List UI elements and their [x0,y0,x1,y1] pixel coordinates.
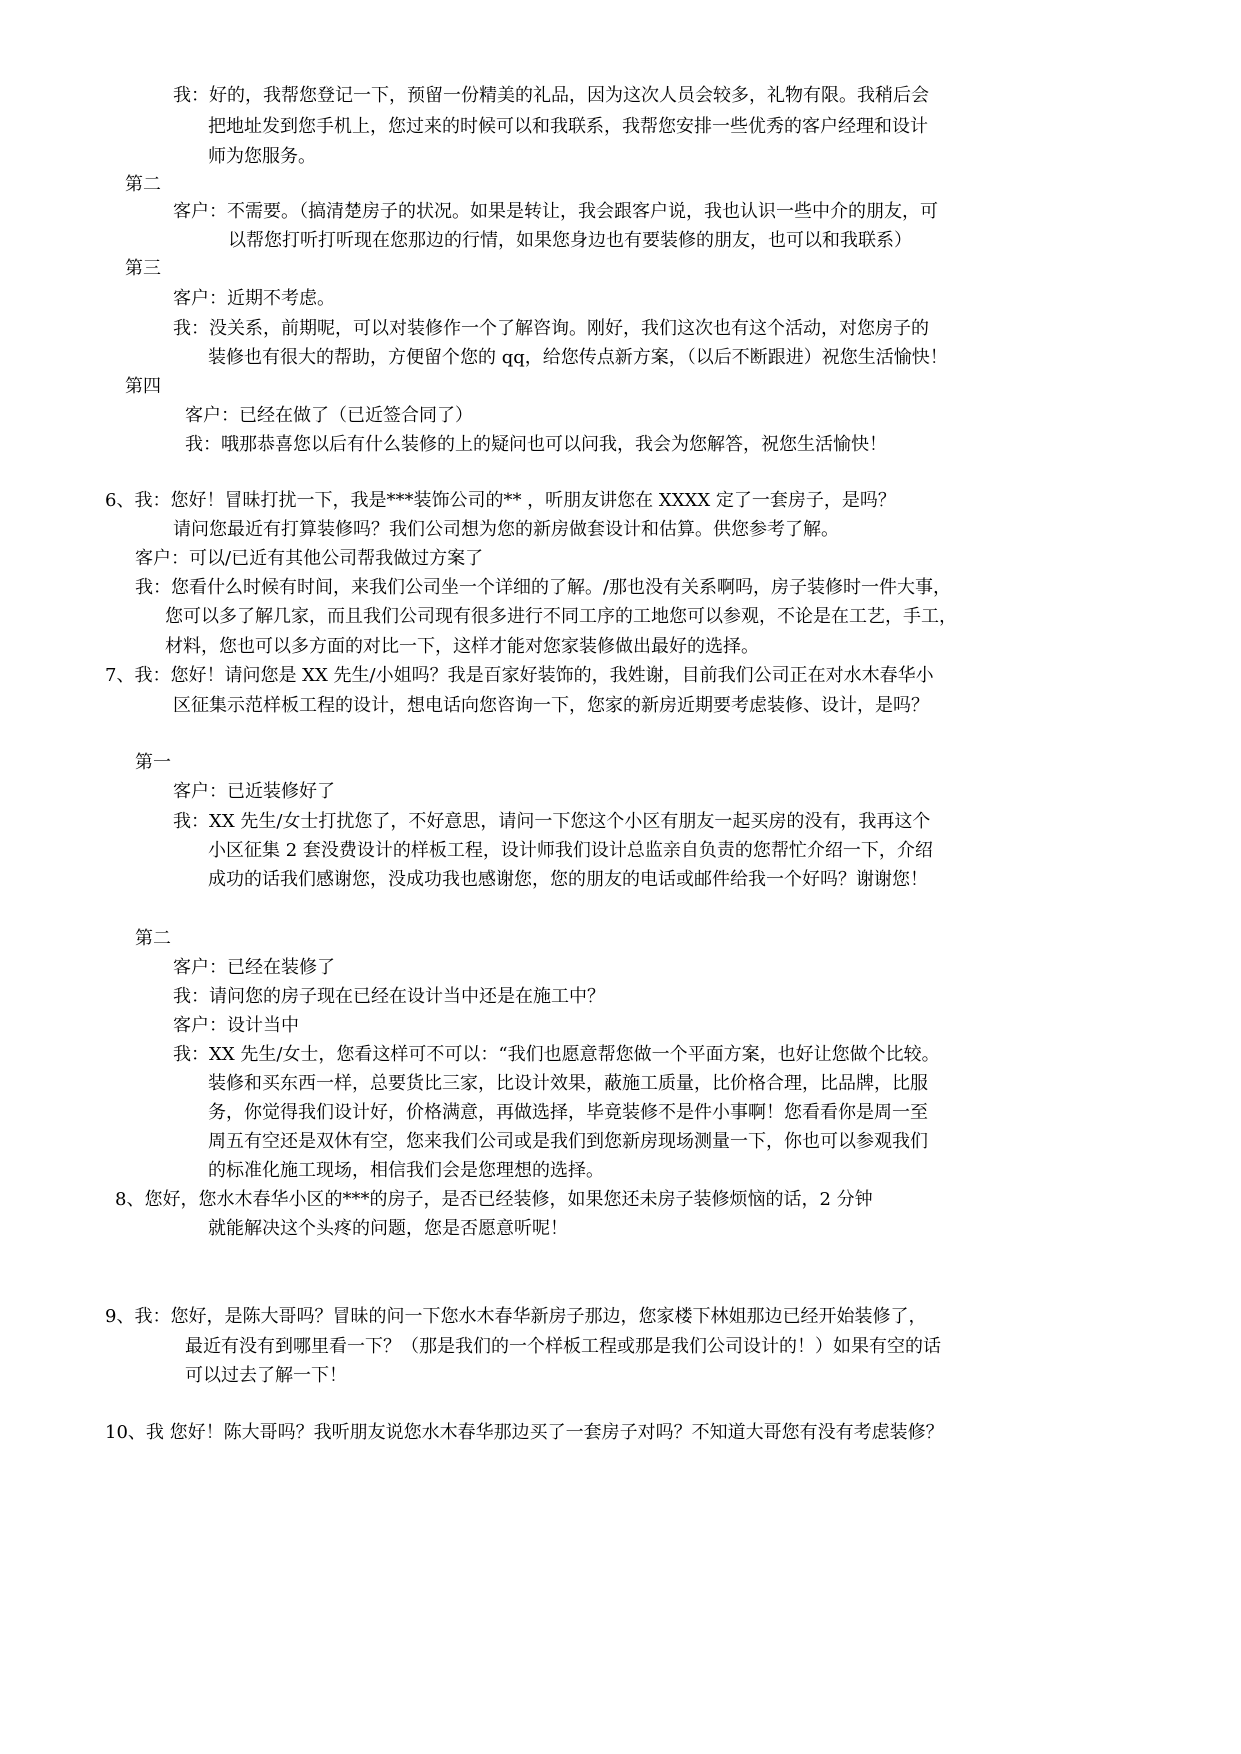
text-line: 以帮您打听打听现在您那边的行情，如果您身边也有要装修的朋友，也可以和我联系） [228,230,912,251]
section-heading: 第二 [135,928,171,949]
text-line: 小区征集 2 套没费设计的样板工程，设计师我们设计总监亲自负责的您帮忙介绍一下，介绍 [208,840,933,861]
text-line: 装修也有很大的帮助，方便留个您的 qq，给您传点新方案，（以后不断跟进）祝您生活愉快！ [208,347,948,368]
text-line: 我：您看什么时候有时间，来我们公司坐一个详细的了解。/那也没有关系啊吗，房子装修时一件大事， [135,577,952,598]
text-line: 客户：已经在做了（已近签合同了） [185,405,473,426]
list-item: 9、我：您好，是陈大哥吗？冒昧的问一下您水木春华新房子那边，您家楼下林姐那边已经开始装修了， [105,1306,927,1327]
text-line: 成功的话我们感谢您，没成功我也感谢您，您的朋友的电话或邮件给我一个好吗？谢谢您！ [208,869,928,890]
text-line: 我：XX 先生/女士，您看这样可不可以：“我们也愿意帮您做一个平面方案，也好让您做个比较。 [173,1044,940,1065]
text-line: 客户：近期不考虑。 [173,288,335,309]
text-line: 我：请问您的房子现在已经在设计当中还是在施工中？ [173,986,605,1007]
text-line: 我：好的，我帮您登记一下，预留一份精美的礼品，因为这次人员会较多，礼物有限。我稍后会 [173,85,929,106]
text-line: 区征集示范样板工程的设计，想电话向您咨询一下，您家的新房近期要考虑装修、设计，是吗？ [173,695,929,716]
list-item: 6、我：您好！冒昧打扰一下，我是***装饰公司的** ，听朋友讲您在 XXXX 定了一套房子，是吗？ [105,490,896,511]
list-item: 8、您好，您水木春华小区的***的房子，是否已经装修，如果您还未房子装修烦恼的话，2 分钟 [115,1189,873,1210]
text-line: 务，你觉得我们设计好，价格满意，再做选择，毕竟装修不是件小事啊！您看看你是周一至 [208,1102,928,1123]
text-line: 可以过去了解一下！ [185,1365,347,1386]
section-heading: 第一 [135,752,171,773]
text-line: 客户：可以/已近有其他公司帮我做过方案了 [135,548,484,569]
text-line: 师为您服务。 [208,146,316,167]
text-line: 请问您最近有打算装修吗？我们公司想为您的新房做套设计和估算。供您参考了解。 [173,519,839,540]
text-line: 的标准化施工现场，相信我们会是您理想的选择。 [208,1160,604,1181]
section-heading: 第四 [125,376,161,397]
list-item: 7、我：您好！请问您是 XX 先生/小姐吗？我是百家好装饰的，我姓谢，目前我们公司正在对水木春华小 [105,665,934,686]
text-line: 我：哦那恭喜您以后有什么装修的上的疑问也可以问我，我会为您解答，祝您生活愉快！ [185,434,887,455]
text-line: 您可以多了解几家，而且我们公司现有很多进行不同工序的工地您可以参观，不论是在工艺，手工， [165,606,957,627]
text-line: 客户：已经在装修了 [173,957,335,978]
section-heading: 第二 [125,174,161,195]
text-line: 客户：已近装修好了 [173,781,335,802]
list-item: 10、我 您好！陈大哥吗？我听朋友说您水木春华那边买了一套房子对吗？不知道大哥您有没有考虑装修？ [105,1422,944,1443]
text-line: 把地址发到您手机上，您过来的时候可以和我联系，我帮您安排一些优秀的客户经理和设计 [208,116,928,137]
text-line: 客户：设计当中 [173,1015,299,1036]
text-line: 客户：不需要。（搞清楚房子的状况。如果是转让，我会跟客户说，我也认识一些中介的朋友，可 [173,201,938,222]
text-line: 最近有没有到哪里看一下？（那是我们的一个样板工程或那是我们公司设计的！）如果有空的话 [185,1336,941,1357]
text-line: 我：XX 先生/女士打扰您了，不好意思，请问一下您这个小区有朋友一起买房的没有，我再这个 [173,811,931,832]
text-line: 周五有空还是双休有空，您来我们公司或是我们到您新房现场测量一下，你也可以参观我们 [208,1131,928,1152]
text-line: 就能解决这个头疼的问题，您是否愿意听呢！ [208,1218,568,1239]
text-line: 我：没关系，前期呢，可以对装修作一个了解咨询。刚好，我们这次也有这个活动，对您房子的 [173,318,929,339]
text-line: 装修和买东西一样，总要货比三家，比设计效果，蔽施工质量，比价格合理，比品牌，比服 [208,1073,928,1094]
section-heading: 第三 [125,258,161,279]
text-line: 材料，您也可以多方面的对比一下，这样才能对您家装修做出最好的选择。 [165,636,759,657]
